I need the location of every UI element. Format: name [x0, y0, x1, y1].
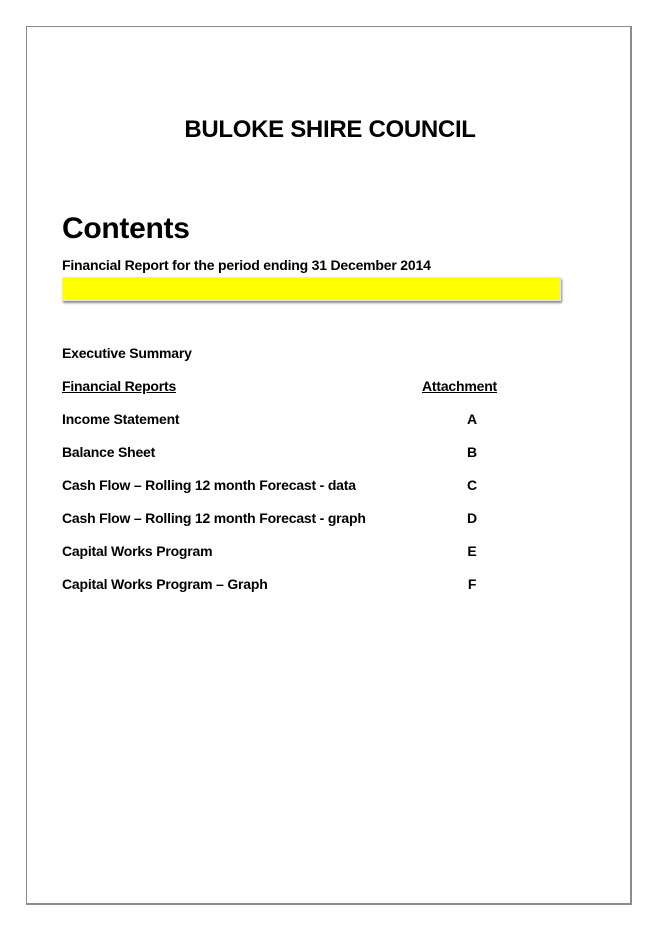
toc-item-income-statement — [62, 411, 522, 444]
toc-item-cash-flow-data — [62, 477, 522, 510]
toc-label: Balance Sheet — [62, 444, 156, 460]
toc-attachment-letter: F — [467, 576, 477, 592]
table-of-contents — [62, 345, 522, 609]
toc-attachment-letter: A — [467, 411, 477, 427]
organization-title: BULOKE SHIRE COUNCIL — [184, 116, 476, 143]
toc-label: Cash Flow – Rolling 12 month Forecast - data — [62, 477, 356, 493]
toc-header-row — [62, 378, 522, 411]
toc-item-capital-works-graph — [62, 576, 522, 609]
contents-heading: Contents — [62, 212, 190, 245]
toc-attachment-letter: B — [467, 444, 477, 460]
toc-label: Cash Flow – Rolling 12 month Forecast - graph — [62, 510, 366, 526]
highlight-bar — [62, 277, 561, 301]
toc-attachment-letter: E — [467, 543, 477, 559]
toc-item-balance-sheet — [62, 444, 522, 477]
toc-header-attachment: Attachment — [422, 378, 498, 394]
toc-label: Capital Works Program — [62, 543, 213, 559]
toc-label: Executive Summary — [62, 345, 192, 361]
toc-item-cash-flow-graph — [62, 510, 522, 543]
toc-label: Capital Works Program – Graph — [62, 576, 268, 592]
toc-label: Income Statement — [62, 411, 180, 427]
report-subtitle: Financial Report for the period ending 31 December 2014 — [62, 257, 431, 273]
toc-header-financial-reports: Financial Reports — [62, 378, 177, 394]
toc-attachment-letter: D — [467, 510, 477, 526]
toc-executive-summary — [62, 345, 522, 378]
toc-item-capital-works — [62, 543, 522, 576]
toc-attachment-letter: C — [467, 477, 477, 493]
